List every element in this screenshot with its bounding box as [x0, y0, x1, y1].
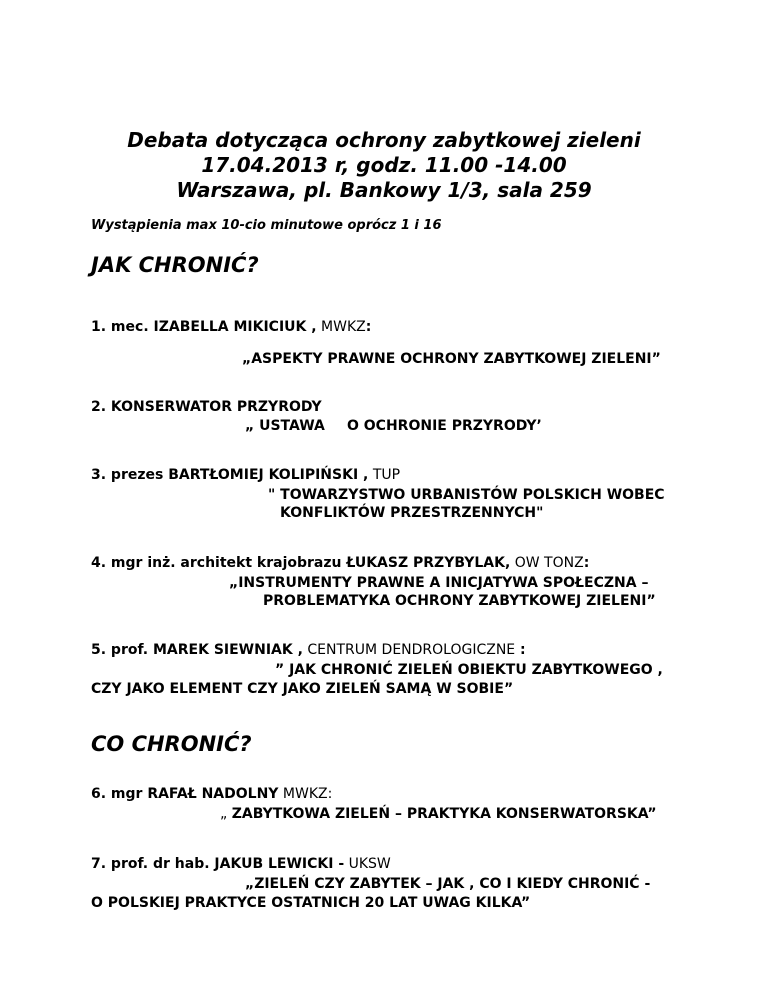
speaker-7: 7. prof. dr hab. JAKUB LEWICKI - UKSW — [91, 856, 391, 872]
talk-2-title-part-1: „ USTAWA — [245, 418, 325, 434]
speaker-4: 4. mgr inż. architekt krajobrazu ŁUKASZ PRZYBYLAK, OW TONZ: — [91, 555, 590, 571]
talk-7-title-line-1: „ZIELEŃ CZY ZABYTEK – JAK , CO I KIEDY CHRONIĆ - — [245, 876, 651, 892]
title-line-1: Debata dotycząca ochrony zabytkowej zieleni — [127, 128, 641, 152]
talk-4-title-line-1: „INSTRUMENTY PRAWNE A INICJATYWA SPOŁECZNA – — [229, 575, 649, 591]
title-line-3: Warszawa, pl. Bankowy 1/3, sala 259 — [176, 178, 592, 202]
speaker-1: 1. mec. IZABELLA MIKICIUK , MWKZ: — [91, 319, 372, 335]
speaker-3: 3. prezes BARTŁOMIEJ KOLIPIŃSKI , TUP — [91, 467, 401, 483]
speaker-2: 2. KONSERWATOR PRZYRODY — [91, 399, 322, 415]
title-line-2: 17.04.2013 r, godz. 11.00 -14.00 — [201, 153, 567, 177]
talk-4-title-line-2: PROBLEMATYKA OCHRONY ZABYTKOWEJ ZIELENI” — [263, 593, 656, 609]
talk-1-title: „ASPEKTY PRAWNE OCHRONY ZABYTKOWEJ ZIELENI” — [242, 351, 661, 367]
talk-3-title-line-1: " TOWARZYSTWO URBANISTÓW POLSKICH WOBEC — [268, 487, 665, 503]
section-heading-how-to-protect: JAK CHRONIĆ? — [91, 253, 259, 277]
section-heading-what-to-protect: CO CHRONIĆ? — [91, 732, 252, 756]
talk-7-title-line-2: O POLSKIEJ PRAKTYCE OSTATNICH 20 LAT UWAG KILKA” — [91, 895, 531, 911]
talk-3-title-line-2: KONFLIKTÓW PRZESTRZENNYCH" — [280, 505, 544, 521]
talk-6-title: „ ZABYTKOWA ZIELEŃ – PRAKTYKA KONSERWATORSKA” — [220, 806, 657, 822]
talk-2-title-part-2: O OCHRONIE PRZYRODY’ — [347, 418, 542, 434]
speaking-time-note: Wystąpienia max 10-cio minutowe oprócz 1 i 16 — [91, 218, 442, 233]
talk-5-title-line-2: CZY JAKO ELEMENT CZY JAKO ZIELEŃ SAMĄ W SOBIE” — [91, 681, 514, 697]
talk-5-title-line-1: ” JAK CHRONIĆ ZIELEŃ OBIEKTU ZABYTKOWEGO , — [275, 662, 663, 678]
speaker-6: 6. mgr RAFAŁ NADOLNY MWKZ: — [91, 786, 333, 802]
speaker-5: 5. prof. MAREK SIEWNIAK , CENTRUM DENDROLOGICZNE : — [91, 642, 526, 658]
